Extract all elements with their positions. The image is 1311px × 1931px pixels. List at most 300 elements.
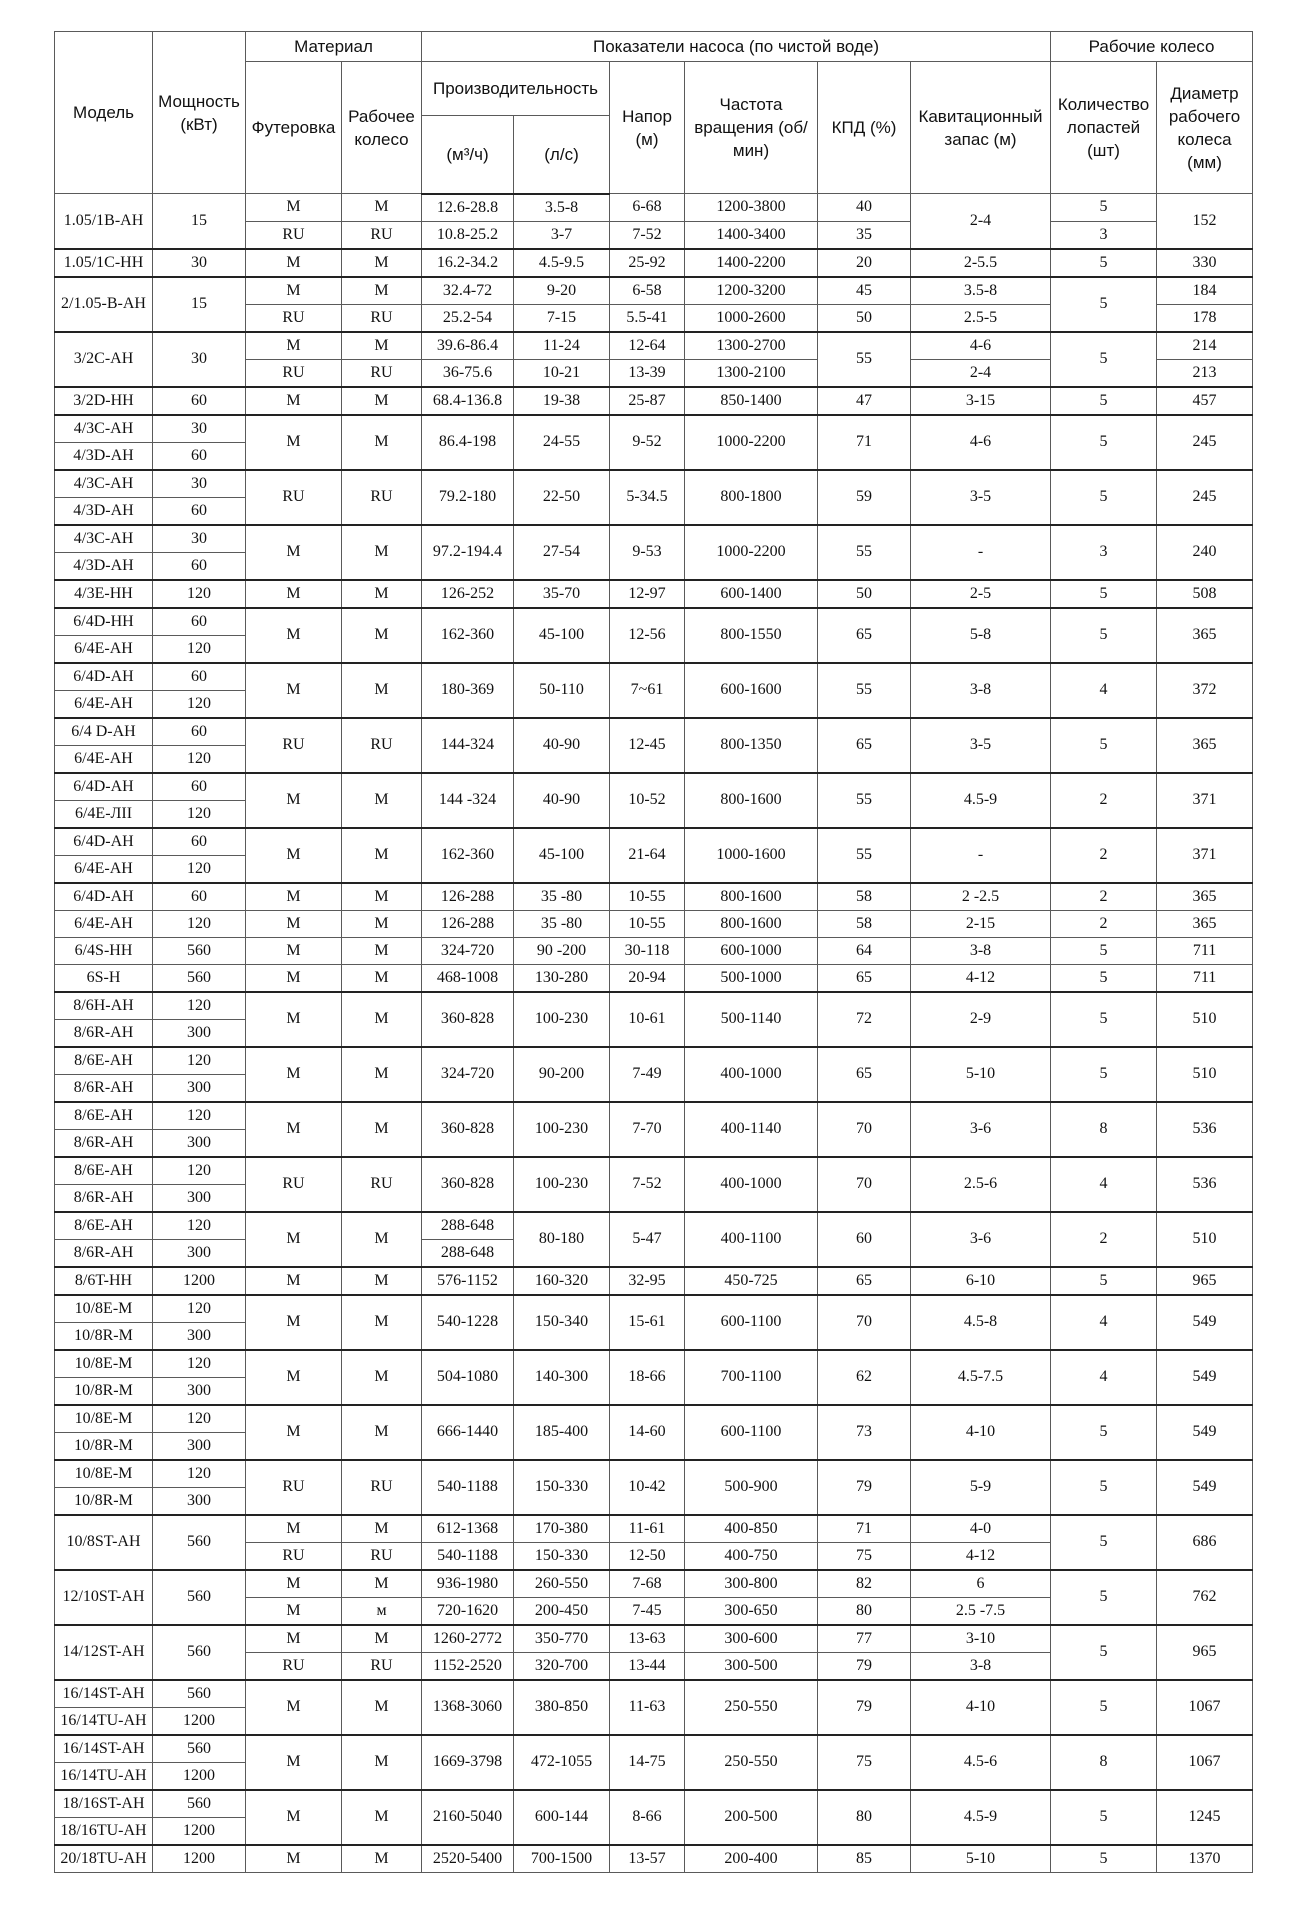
impeller-cell: M <box>342 1405 422 1460</box>
model-cell: 10/8E-M <box>55 1350 153 1378</box>
capacity-m3h-cell: 288-648 <box>422 1239 514 1267</box>
vanes-cell: 5 <box>1051 277 1157 332</box>
model-cell: 6/4E-AH <box>55 855 153 883</box>
model-cell: 8/6E-AH <box>55 1102 153 1130</box>
capacity-ls-cell: 700-1500 <box>514 1845 610 1873</box>
header-lining: Футеровка <box>246 62 342 194</box>
model-cell: 10/8R-M <box>55 1322 153 1350</box>
efficiency-cell: 65 <box>818 1047 911 1102</box>
speed-cell: 400-1000 <box>685 1047 818 1102</box>
table-row <box>55 332 1253 360</box>
model-cell: 6/4E-AH <box>55 910 153 937</box>
speed-cell: 400-750 <box>685 1542 818 1570</box>
model-cell: 8/6R-AH <box>55 1184 153 1212</box>
impeller-cell: M <box>342 1102 422 1157</box>
table-row <box>55 663 1253 691</box>
speed-cell: 700-1100 <box>685 1350 818 1405</box>
impeller-cell: M <box>342 249 422 277</box>
efficiency-cell: 47 <box>818 387 911 415</box>
speed-cell: 500-1000 <box>685 964 818 992</box>
lining-cell: M <box>246 828 342 883</box>
model-cell: 12/10ST-AH <box>55 1570 153 1625</box>
table-row <box>55 470 1253 498</box>
diameter-cell: 1245 <box>1157 1790 1253 1845</box>
model-cell: 8/6H-AH <box>55 992 153 1020</box>
power-cell: 560 <box>153 937 246 964</box>
power-cell: 1200 <box>153 1267 246 1295</box>
lining-cell: M <box>246 387 342 415</box>
lining-cell: M <box>246 608 342 663</box>
impeller-cell: M <box>342 1350 422 1405</box>
speed-cell: 300-500 <box>685 1652 818 1680</box>
head-cell: 13-57 <box>610 1845 685 1873</box>
capacity-m3h-cell: 32.4-72 <box>422 277 514 305</box>
head-cell: 14-75 <box>610 1735 685 1790</box>
capacity-m3h-cell: 666-1440 <box>422 1405 514 1460</box>
vanes-cell: 5 <box>1051 415 1157 470</box>
npsh-cell: - <box>911 828 1051 883</box>
head-cell: 12-97 <box>610 580 685 608</box>
head-cell: 10-55 <box>610 910 685 937</box>
model-cell: 6/4E-AH <box>55 745 153 773</box>
diameter-cell: 536 <box>1157 1102 1253 1157</box>
vanes-cell: 8 <box>1051 1735 1157 1790</box>
power-cell: 560 <box>153 1625 246 1680</box>
npsh-cell: 4-6 <box>911 415 1051 470</box>
capacity-ls-cell: 160-320 <box>514 1267 610 1295</box>
speed-cell: 450-725 <box>685 1267 818 1295</box>
vanes-cell: 5 <box>1051 1405 1157 1460</box>
capacity-m3h-cell: 68.4-136.8 <box>422 387 514 415</box>
impeller-cell: м <box>342 1597 422 1625</box>
efficiency-cell: 59 <box>818 470 911 525</box>
lining-cell: M <box>246 964 342 992</box>
efficiency-cell: 73 <box>818 1405 911 1460</box>
power-cell: 60 <box>153 442 246 470</box>
speed-cell: 1300-2700 <box>685 332 818 360</box>
table-row <box>55 1157 1253 1185</box>
impeller-cell: M <box>342 1295 422 1350</box>
diameter-cell: 245 <box>1157 470 1253 525</box>
efficiency-cell: 35 <box>818 221 911 249</box>
npsh-cell: 2-5.5 <box>911 249 1051 277</box>
impeller-cell: RU <box>342 1652 422 1680</box>
head-cell: 25-92 <box>610 249 685 277</box>
diameter-cell: 245 <box>1157 415 1253 470</box>
diameter-cell: 371 <box>1157 828 1253 883</box>
power-cell: 300 <box>153 1377 246 1405</box>
capacity-m3h-cell: 576-1152 <box>422 1267 514 1295</box>
impeller-cell: M <box>342 580 422 608</box>
model-cell: 1.05/1C-HH <box>55 249 153 277</box>
vanes-cell: 8 <box>1051 1102 1157 1157</box>
power-cell: 120 <box>153 855 246 883</box>
model-cell: 6/4 D-AH <box>55 718 153 746</box>
capacity-ls-cell: 100-230 <box>514 1102 610 1157</box>
head-cell: 7-45 <box>610 1597 685 1625</box>
impeller-cell: M <box>342 910 422 937</box>
lining-cell: RU <box>246 1460 342 1515</box>
header-capacity-ls: (л/с) <box>514 116 610 194</box>
capacity-ls-cell: 130-280 <box>514 964 610 992</box>
speed-cell: 300-800 <box>685 1570 818 1598</box>
capacity-m3h-cell: 1669-3798 <box>422 1735 514 1790</box>
header-impeller-group: Рабочие колесо <box>1051 32 1253 62</box>
power-cell: 60 <box>153 387 246 415</box>
power-cell: 560 <box>153 1680 246 1708</box>
npsh-cell: 5-9 <box>911 1460 1051 1515</box>
model-cell: 4/3E-HH <box>55 580 153 608</box>
impeller-cell: M <box>342 828 422 883</box>
power-cell: 120 <box>153 1047 246 1075</box>
model-cell: 18/16TU-AH <box>55 1817 153 1845</box>
head-cell: 12-50 <box>610 1542 685 1570</box>
lining-cell: M <box>246 525 342 580</box>
speed-cell: 1200-3200 <box>685 277 818 305</box>
vanes-cell: 5 <box>1051 1267 1157 1295</box>
capacity-m3h-cell: 126-288 <box>422 883 514 911</box>
speed-cell: 1000-2200 <box>685 415 818 470</box>
npsh-cell: 3-8 <box>911 663 1051 718</box>
table-row <box>55 964 1253 992</box>
power-cell: 300 <box>153 1239 246 1267</box>
lining-cell: M <box>246 773 342 828</box>
header-head: Напор (м) <box>610 62 685 194</box>
model-cell: 20/18TU-AH <box>55 1845 153 1873</box>
capacity-ls-cell: 35-70 <box>514 580 610 608</box>
npsh-cell: 6-10 <box>911 1267 1051 1295</box>
capacity-ls-cell: 185-400 <box>514 1405 610 1460</box>
efficiency-cell: 65 <box>818 964 911 992</box>
table-row <box>55 249 1253 277</box>
impeller-cell: M <box>342 1515 422 1543</box>
table-row <box>55 883 1253 911</box>
diameter-cell: 686 <box>1157 1515 1253 1570</box>
vanes-cell: 3 <box>1051 525 1157 580</box>
capacity-m3h-cell: 612-1368 <box>422 1515 514 1543</box>
efficiency-cell: 71 <box>818 1515 911 1543</box>
power-cell: 60 <box>153 663 246 691</box>
diameter-cell: 365 <box>1157 608 1253 663</box>
vanes-cell: 2 <box>1051 773 1157 828</box>
table-row <box>55 1295 1253 1323</box>
lining-cell: M <box>246 1267 342 1295</box>
head-cell: 10-52 <box>610 773 685 828</box>
speed-cell: 400-850 <box>685 1515 818 1543</box>
speed-cell: 400-1100 <box>685 1212 818 1267</box>
head-cell: 13-63 <box>610 1625 685 1653</box>
table-body <box>55 194 1253 1873</box>
efficiency-cell: 80 <box>818 1597 911 1625</box>
npsh-cell: 4.5-7.5 <box>911 1350 1051 1405</box>
npsh-cell: 4.5-9 <box>911 1790 1051 1845</box>
lining-cell: RU <box>246 1652 342 1680</box>
capacity-m3h-cell: 16.2-34.2 <box>422 249 514 277</box>
capacity-ls-cell: 472-1055 <box>514 1735 610 1790</box>
header-power: Мощность (кВт) <box>153 32 246 194</box>
impeller-cell: M <box>342 415 422 470</box>
model-cell: 3/2D-HH <box>55 387 153 415</box>
speed-cell: 800-1600 <box>685 883 818 911</box>
power-cell: 120 <box>153 1405 246 1433</box>
header-capacity: Производительность <box>422 62 610 116</box>
diameter-cell: 510 <box>1157 992 1253 1047</box>
lining-cell: M <box>246 249 342 277</box>
npsh-cell: 3-10 <box>911 1625 1051 1653</box>
power-cell: 1200 <box>153 1707 246 1735</box>
diameter-cell: 1067 <box>1157 1735 1253 1790</box>
power-cell: 60 <box>153 773 246 801</box>
vanes-cell: 5 <box>1051 1460 1157 1515</box>
power-cell: 1200 <box>153 1845 246 1873</box>
head-cell: 25-87 <box>610 387 685 415</box>
table-row <box>55 580 1253 608</box>
header-capacity-m3h: (м³/ч) <box>422 116 514 194</box>
capacity-ls-cell: 7-15 <box>514 304 610 332</box>
model-cell: 2/1.05-B-AH <box>55 277 153 332</box>
vanes-cell: 5 <box>1051 1845 1157 1873</box>
table-row <box>55 1515 1253 1543</box>
lining-cell: M <box>246 332 342 360</box>
power-cell: 300 <box>153 1432 246 1460</box>
head-cell: 7-68 <box>610 1570 685 1598</box>
lining-cell: M <box>246 415 342 470</box>
power-cell: 15 <box>153 194 246 249</box>
impeller-cell: M <box>342 194 422 222</box>
model-cell: 6/4D-AH <box>55 773 153 801</box>
capacity-ls-cell: 150-340 <box>514 1295 610 1350</box>
model-cell: 10/8E-M <box>55 1405 153 1433</box>
capacity-m3h-cell: 360-828 <box>422 1157 514 1212</box>
table-row <box>55 1790 1253 1818</box>
power-cell: 30 <box>153 415 246 443</box>
capacity-ls-cell: 35 -80 <box>514 883 610 911</box>
npsh-cell: 2 -2.5 <box>911 883 1051 911</box>
table-row <box>55 1350 1253 1378</box>
table-row <box>55 937 1253 964</box>
diameter-cell: 178 <box>1157 304 1253 332</box>
npsh-cell: 3-6 <box>911 1212 1051 1267</box>
model-cell: 6/4D-AH <box>55 883 153 911</box>
capacity-ls-cell: 380-850 <box>514 1680 610 1735</box>
vanes-cell: 5 <box>1051 580 1157 608</box>
table-row <box>55 194 1253 222</box>
power-cell: 560 <box>153 1570 246 1625</box>
table-row <box>55 828 1253 856</box>
capacity-ls-cell: 90 -200 <box>514 937 610 964</box>
head-cell: 12-45 <box>610 718 685 773</box>
efficiency-cell: 75 <box>818 1542 911 1570</box>
lining-cell: M <box>246 1680 342 1735</box>
power-cell: 60 <box>153 883 246 911</box>
efficiency-cell: 55 <box>818 828 911 883</box>
model-cell: 4/3C-AH <box>55 415 153 443</box>
head-cell: 10-42 <box>610 1460 685 1515</box>
speed-cell: 1400-2200 <box>685 249 818 277</box>
vanes-cell: 5 <box>1051 387 1157 415</box>
npsh-cell: 2.5-6 <box>911 1157 1051 1212</box>
capacity-m3h-cell: 324-720 <box>422 937 514 964</box>
vanes-cell: 2 <box>1051 1212 1157 1267</box>
table-row <box>55 1680 1253 1708</box>
efficiency-cell: 55 <box>818 332 911 387</box>
speed-cell: 500-1140 <box>685 992 818 1047</box>
capacity-ls-cell: 22-50 <box>514 470 610 525</box>
impeller-cell: M <box>342 608 422 663</box>
speed-cell: 1000-2200 <box>685 525 818 580</box>
capacity-m3h-cell: 12.6-28.8 <box>422 194 514 222</box>
table-row <box>55 992 1253 1020</box>
table-row <box>55 773 1253 801</box>
lining-cell: M <box>246 1405 342 1460</box>
lining-cell: RU <box>246 718 342 773</box>
model-cell: 8/6T-HH <box>55 1267 153 1295</box>
speed-cell: 850-1400 <box>685 387 818 415</box>
impeller-cell: M <box>342 1845 422 1873</box>
npsh-cell: 2-5 <box>911 580 1051 608</box>
lining-cell: RU <box>246 470 342 525</box>
vanes-cell: 4 <box>1051 1157 1157 1212</box>
capacity-m3h-cell: 180-369 <box>422 663 514 718</box>
lining-cell: RU <box>246 221 342 249</box>
capacity-ls-cell: 9-20 <box>514 277 610 305</box>
diameter-cell: 762 <box>1157 1570 1253 1625</box>
capacity-m3h-cell: 86.4-198 <box>422 415 514 470</box>
speed-cell: 600-1100 <box>685 1405 818 1460</box>
model-cell: 16/14TU-AH <box>55 1707 153 1735</box>
impeller-cell: M <box>342 964 422 992</box>
impeller-cell: M <box>342 937 422 964</box>
head-cell: 10-55 <box>610 883 685 911</box>
efficiency-cell: 20 <box>818 249 911 277</box>
capacity-ls-cell: 3-7 <box>514 221 610 249</box>
capacity-ls-cell: 100-230 <box>514 992 610 1047</box>
vanes-cell: 5 <box>1051 964 1157 992</box>
capacity-ls-cell: 4.5-9.5 <box>514 249 610 277</box>
capacity-m3h-cell: 162-360 <box>422 608 514 663</box>
capacity-m3h-cell: 1152-2520 <box>422 1652 514 1680</box>
capacity-ls-cell: 170-380 <box>514 1515 610 1543</box>
lining-cell: M <box>246 663 342 718</box>
speed-cell: 500-900 <box>685 1460 818 1515</box>
diameter-cell: 549 <box>1157 1295 1253 1350</box>
model-cell: 10/8ST-AH <box>55 1515 153 1570</box>
diameter-cell: 457 <box>1157 387 1253 415</box>
efficiency-cell: 75 <box>818 1735 911 1790</box>
diameter-cell: 711 <box>1157 964 1253 992</box>
impeller-cell: RU <box>342 1542 422 1570</box>
lining-cell: M <box>246 1597 342 1625</box>
model-cell: 8/6E-AH <box>55 1212 153 1240</box>
vanes-cell: 3 <box>1051 221 1157 249</box>
header-vanes: Количество лопастей (шт) <box>1051 62 1157 194</box>
diameter-cell: 330 <box>1157 249 1253 277</box>
lining-cell: M <box>246 1350 342 1405</box>
npsh-cell: 2-4 <box>911 359 1051 387</box>
head-cell: 7-52 <box>610 221 685 249</box>
diameter-cell: 1067 <box>1157 1680 1253 1735</box>
power-cell: 560 <box>153 964 246 992</box>
head-cell: 11-61 <box>610 1515 685 1543</box>
head-cell: 5.5-41 <box>610 304 685 332</box>
power-cell: 560 <box>153 1790 246 1818</box>
model-cell: 6/4E-ЛII <box>55 800 153 828</box>
capacity-ls-cell: 90-200 <box>514 1047 610 1102</box>
vanes-cell: 5 <box>1051 194 1157 222</box>
impeller-cell: M <box>342 773 422 828</box>
power-cell: 1200 <box>153 1762 246 1790</box>
table-row <box>55 1212 1253 1240</box>
diameter-cell: 372 <box>1157 663 1253 718</box>
model-cell: 1.05/1B-AH <box>55 194 153 249</box>
head-cell: 11-63 <box>610 1680 685 1735</box>
diameter-cell: 508 <box>1157 580 1253 608</box>
lining-cell: M <box>246 992 342 1047</box>
vanes-cell: 4 <box>1051 1295 1157 1350</box>
npsh-cell: 4.5-6 <box>911 1735 1051 1790</box>
lining-cell: RU <box>246 359 342 387</box>
power-cell: 120 <box>153 690 246 718</box>
capacity-ls-cell: 600-144 <box>514 1790 610 1845</box>
capacity-ls-cell: 140-300 <box>514 1350 610 1405</box>
header-diameter: Диаметр рабочего колеса (мм) <box>1157 62 1253 194</box>
table-row <box>55 525 1253 553</box>
capacity-m3h-cell: 1368-3060 <box>422 1680 514 1735</box>
npsh-cell: 3-15 <box>911 387 1051 415</box>
efficiency-cell: 65 <box>818 608 911 663</box>
diameter-cell: 711 <box>1157 937 1253 964</box>
impeller-cell: RU <box>342 359 422 387</box>
speed-cell: 800-1350 <box>685 718 818 773</box>
table-row <box>55 1845 1253 1873</box>
head-cell: 7~61 <box>610 663 685 718</box>
capacity-ls-cell: 45-100 <box>514 608 610 663</box>
npsh-cell: 3.5-8 <box>911 277 1051 305</box>
table-row <box>55 1102 1253 1130</box>
capacity-m3h-cell: 39.6-86.4 <box>422 332 514 360</box>
efficiency-cell: 71 <box>818 415 911 470</box>
efficiency-cell: 60 <box>818 1212 911 1267</box>
power-cell: 300 <box>153 1322 246 1350</box>
capacity-m3h-cell: 144-324 <box>422 718 514 773</box>
capacity-m3h-cell: 144 -324 <box>422 773 514 828</box>
impeller-cell: M <box>342 525 422 580</box>
header-speed: Частота вращения (об/мин) <box>685 62 818 194</box>
efficiency-cell: 45 <box>818 277 911 305</box>
head-cell: 5-34.5 <box>610 470 685 525</box>
header-npsh: Кавитационный запас (м) <box>911 62 1051 194</box>
impeller-cell: M <box>342 1735 422 1790</box>
head-cell: 7-70 <box>610 1102 685 1157</box>
head-cell: 6-68 <box>610 194 685 222</box>
pump-spec-table <box>54 31 1253 1873</box>
lining-cell: M <box>246 1102 342 1157</box>
head-cell: 20-94 <box>610 964 685 992</box>
capacity-m3h-cell: 2160-5040 <box>422 1790 514 1845</box>
efficiency-cell: 79 <box>818 1460 911 1515</box>
lining-cell: M <box>246 1570 342 1598</box>
speed-cell: 800-1550 <box>685 608 818 663</box>
capacity-ls-cell: 150-330 <box>514 1542 610 1570</box>
diameter-cell: 365 <box>1157 910 1253 937</box>
diameter-cell: 240 <box>1157 525 1253 580</box>
speed-cell: 1400-3400 <box>685 221 818 249</box>
impeller-cell: RU <box>342 470 422 525</box>
capacity-ls-cell: 11-24 <box>514 332 610 360</box>
capacity-ls-cell: 80-180 <box>514 1212 610 1267</box>
head-cell: 9-53 <box>610 525 685 580</box>
vanes-cell: 5 <box>1051 1790 1157 1845</box>
